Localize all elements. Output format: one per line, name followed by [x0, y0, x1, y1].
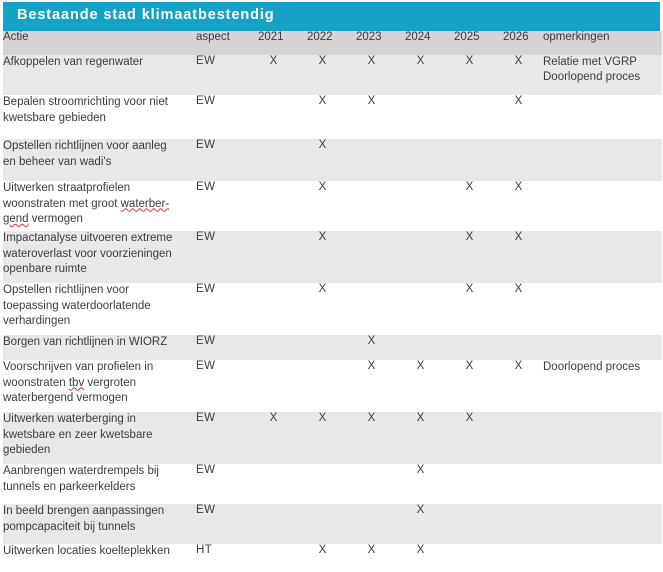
cell-2022 — [298, 504, 347, 544]
table-row — [3, 231, 662, 283]
cell-actie: In beeld brengen aanpassingen pompcapaciteit bij tunnels — [3, 504, 196, 544]
table-row — [3, 283, 662, 335]
cell-2024 — [396, 139, 445, 181]
cell-2022: X — [298, 139, 347, 181]
cell-2021 — [249, 283, 298, 335]
cell-2023 — [347, 139, 396, 181]
cell-opmerkingen — [543, 504, 662, 544]
column-header-opmerkingen: opmerkingen — [543, 31, 662, 55]
cell-actie: Uitwerken waterberging in kwetsbare en zeer kwetsbare gebieden — [3, 412, 196, 464]
page-title: Bestaande stad klimaatbestendig — [17, 7, 275, 23]
table-row — [3, 360, 662, 412]
cell-2021 — [249, 544, 298, 572]
cell-2023 — [347, 181, 396, 231]
cell-2022 — [298, 360, 347, 412]
cell-2026 — [494, 412, 543, 464]
table-row — [3, 412, 662, 464]
cell-2023: X — [347, 95, 396, 139]
cell-2021 — [249, 360, 298, 412]
cell-aspect: EW — [196, 283, 249, 335]
cell-2026 — [494, 464, 543, 504]
cell-2026: X — [494, 231, 543, 283]
cell-aspect: EW — [196, 504, 249, 544]
cell-actie: Impactanalyse uitvoeren extreme wateroverlast voor voorzieningen openbare ruimte — [3, 231, 196, 283]
cell-aspect: EW — [196, 412, 249, 464]
cell-2026: X — [494, 181, 543, 231]
cell-actie: Uitwerken locaties koelteplekken — [3, 544, 196, 572]
cell-2022: X — [298, 544, 347, 572]
table-header — [3, 31, 662, 55]
cell-opmerkingen — [543, 95, 662, 139]
cell-2023: X — [347, 360, 396, 412]
column-header-actie: Actie — [3, 31, 196, 55]
cell-2026 — [494, 544, 543, 572]
table-row — [3, 55, 662, 95]
cell-2025: X — [445, 55, 494, 95]
cell-aspect: EW — [196, 360, 249, 412]
cell-2026: X — [494, 283, 543, 335]
cell-2022: X — [298, 412, 347, 464]
table-row — [3, 544, 662, 572]
cell-aspect: EW — [196, 181, 249, 231]
title-bar — [3, 2, 660, 31]
cell-2023: X — [347, 412, 396, 464]
cell-2021 — [249, 335, 298, 360]
cell-2025: X — [445, 412, 494, 464]
cell-2023 — [347, 231, 396, 283]
cell-opmerkingen — [543, 181, 662, 231]
table-row — [3, 504, 662, 544]
cell-2026: X — [494, 95, 543, 139]
cell-2022: X — [298, 55, 347, 95]
cell-2022: X — [298, 181, 347, 231]
column-header-2026: 2026 — [494, 31, 543, 55]
cell-actie: Opstellen richtlijnen voor aanleg en beheer van wadi's — [3, 139, 196, 181]
cell-2024: X — [396, 464, 445, 504]
cell-2023: X — [347, 544, 396, 572]
cell-2026 — [494, 504, 543, 544]
cell-2025 — [445, 139, 494, 181]
cell-2021 — [249, 95, 298, 139]
cell-actie: Uitwerken straatprofielen woonstraten met groot waterber- gend vermogen — [3, 181, 196, 231]
cell-opmerkingen — [543, 231, 662, 283]
cell-2025: X — [445, 283, 494, 335]
cell-actie: Borgen van richtlijnen in WIORZ — [3, 335, 196, 360]
cell-2025 — [445, 335, 494, 360]
cell-2024: X — [396, 544, 445, 572]
cell-actie: Voorschrijven van profielen in woonstraten tbv vergroten waterbergend vermogen — [3, 360, 196, 412]
cell-2024: X — [396, 360, 445, 412]
cell-2026: X — [494, 360, 543, 412]
cell-2025: X — [445, 181, 494, 231]
cell-opmerkingen: Doorlopend proces — [543, 360, 662, 412]
cell-opmerkingen — [543, 412, 662, 464]
cell-2024 — [396, 231, 445, 283]
cell-aspect: EW — [196, 95, 249, 139]
cell-2026: X — [494, 55, 543, 95]
cell-actie: Bepalen stroomrichting voor niet kwetsbare gebieden — [3, 95, 196, 139]
column-header-2021: 2021 — [249, 31, 298, 55]
cell-aspect: HT — [196, 544, 249, 572]
header-row — [3, 31, 662, 55]
cell-opmerkingen — [543, 464, 662, 504]
cell-actie: Aanbrengen waterdrempels bij tunnels en parkeerkelders — [3, 464, 196, 504]
cell-aspect: EW — [196, 55, 249, 95]
table-row — [3, 95, 662, 139]
cell-2025 — [445, 95, 494, 139]
cell-aspect: EW — [196, 139, 249, 181]
cell-opmerkingen — [543, 544, 662, 572]
cell-2025: X — [445, 231, 494, 283]
cell-2021 — [249, 139, 298, 181]
table-row — [3, 464, 662, 504]
cell-2022: X — [298, 95, 347, 139]
column-header-2024: 2024 — [396, 31, 445, 55]
cell-2023 — [347, 464, 396, 504]
cell-opmerkingen: Relatie met VGRP Doorlopend proces — [543, 55, 662, 95]
cell-2025 — [445, 464, 494, 504]
cell-2023 — [347, 504, 396, 544]
cell-actie: Opstellen richtlijnen voor toepassing waterdoorlatende verhardingen — [3, 283, 196, 335]
cell-opmerkingen — [543, 139, 662, 181]
cell-2024: X — [396, 504, 445, 544]
cell-2023: X — [347, 335, 396, 360]
measures-table — [3, 31, 662, 572]
cell-2021: X — [249, 55, 298, 95]
cell-2024 — [396, 283, 445, 335]
cell-aspect: EW — [196, 464, 249, 504]
cell-2023: X — [347, 55, 396, 95]
cell-2025 — [445, 504, 494, 544]
cell-2022: X — [298, 231, 347, 283]
cell-2024: X — [396, 412, 445, 464]
cell-aspect: EW — [196, 335, 249, 360]
cell-2022: X — [298, 283, 347, 335]
cell-2023 — [347, 283, 396, 335]
column-header-2022: 2022 — [298, 31, 347, 55]
cell-2021 — [249, 231, 298, 283]
cell-2026 — [494, 335, 543, 360]
cell-2021: X — [249, 412, 298, 464]
cell-2024 — [396, 95, 445, 139]
cell-opmerkingen — [543, 283, 662, 335]
column-header-2025: 2025 — [445, 31, 494, 55]
column-header-2023: 2023 — [347, 31, 396, 55]
table-row — [3, 181, 662, 231]
cell-actie: Afkoppelen van regenwater — [3, 55, 196, 95]
cell-aspect: EW — [196, 231, 249, 283]
cell-2024 — [396, 181, 445, 231]
column-header-aspect: aspect — [196, 31, 249, 55]
cell-2024: X — [396, 55, 445, 95]
table-body — [3, 55, 662, 572]
cell-2021 — [249, 504, 298, 544]
cell-2025 — [445, 544, 494, 572]
table-row — [3, 335, 662, 360]
cell-2026 — [494, 139, 543, 181]
cell-opmerkingen — [543, 335, 662, 360]
cell-2022 — [298, 464, 347, 504]
cell-2024 — [396, 335, 445, 360]
cell-2025: X — [445, 360, 494, 412]
cell-2022 — [298, 335, 347, 360]
table-row — [3, 139, 662, 181]
cell-2021 — [249, 181, 298, 231]
cell-2021 — [249, 464, 298, 504]
